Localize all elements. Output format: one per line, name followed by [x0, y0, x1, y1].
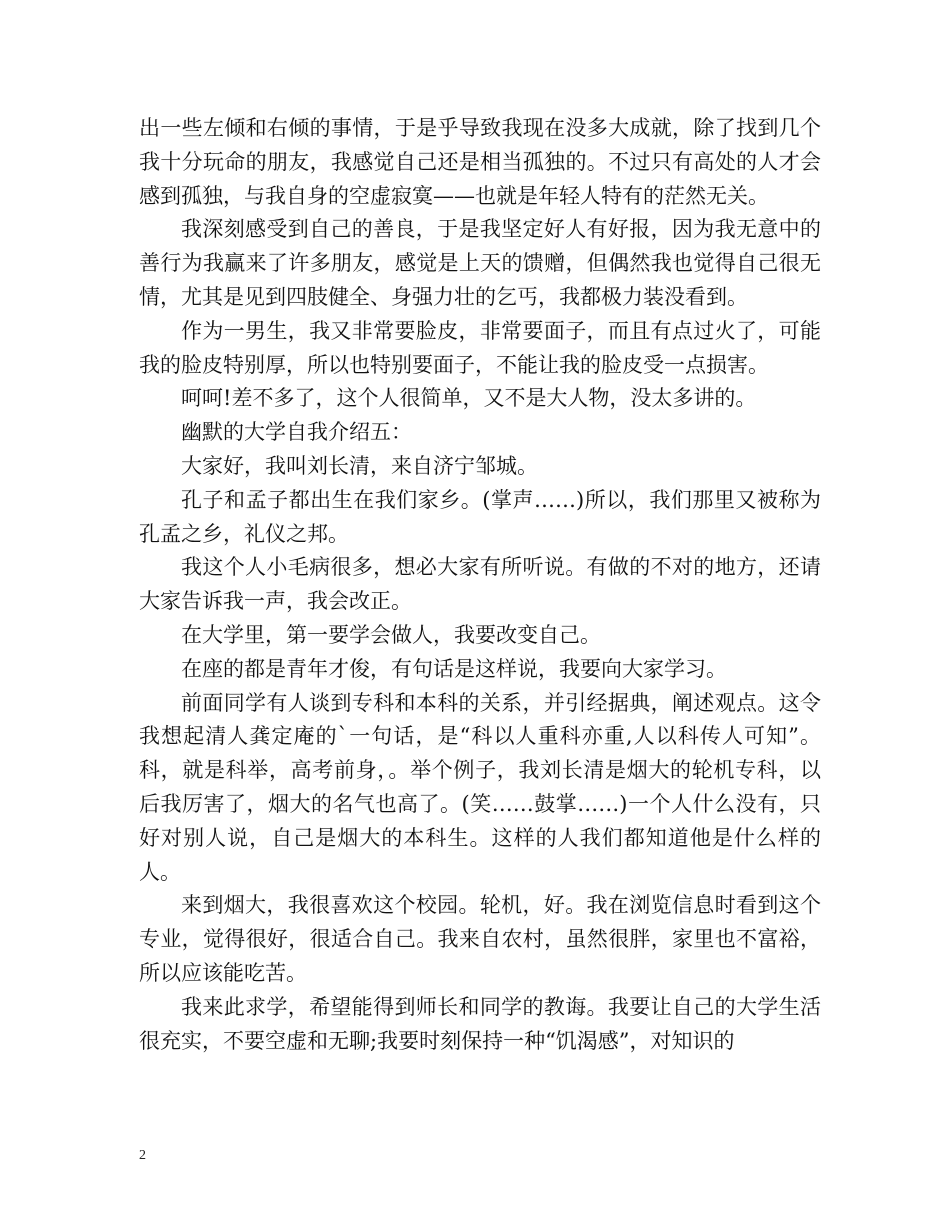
paragraph-12: 来到烟大，我很喜欢这个校园。轮机，好。我在浏览信息时看到这个专业，觉得很好，很适合自己。我来自农村，虽然很胖，家里也不富裕，所以应该能吃苦。 [139, 893, 821, 985]
paragraph-3: 作为一男生，我又非常要脸皮，非常要面子，而且有点过火了，可能我的脸皮特别厚，所以也特别要面子，不能让我的脸皮受一点损害。 [139, 318, 821, 377]
paragraph-4: 呵呵!差不多了，这个人很简单，又不是大人物，没太多讲的。 [181, 386, 757, 411]
paragraph-7: 孔子和孟子都出生在我们家乡。(掌声……)所以，我们那里又被称为孔孟之乡，礼仪之邦。 [139, 487, 821, 546]
paragraph-6: 大家好，我叫刘长清，来自济宁邹城。 [181, 453, 538, 478]
paragraph-13: 我来此求学，希望能得到师长和同学的教诲。我要让自己的大学生活很充实，不要空虚和无聊;我要时刻保持一种“饥渴感”，对知识的 [139, 994, 821, 1053]
page-number: 2 [139, 1148, 146, 1163]
paragraph-10: 在座的都是青年才俊，有句话是这样说，我要向大家学习。 [181, 656, 727, 681]
paragraph-11: 前面同学有人谈到专科和本科的关系，并引经据典，阐述观点。这令我想起清人龚定庵的`一句话，是“科以人重科亦重,人以科传人可知”。科，就是科举，高考前身，。举个例子，我刘长清是烟大的轮机专科，以后我厉害了，烟大的名气也高了。(笑……鼓掌……)一个人什么没有，只好对别人说，自己是烟大的本科生。这样的人我们都知道他是什么样的人。 [139, 690, 821, 884]
paragraph-2: 我深刻感受到自己的善良，于是我坚定好人有好报，因为我无意中的善行为我赢来了许多朋友，感觉是上天的馈赠，但偶然我也觉得自己很无情，尤其是见到四肢健全、身强力壮的乞丐，我都极力装没看到。 [139, 217, 821, 309]
section-heading: 幽默的大学自我介绍五： [181, 420, 412, 445]
paragraph-9: 在大学里，第一要学会做人，我要改变自己。 [181, 622, 601, 647]
paragraph-8: 我这个人小毛病很多，想必大家有所听说。有做的不对的地方，还请大家告诉我一声，我会改正。 [139, 555, 821, 614]
document-body [139, 112, 821, 1058]
paragraph-1: 出一些左倾和右倾的事情，于是乎导致我现在没多大成就，除了找到几个我十分玩命的朋友，我感觉自己还是相当孤独的。不过只有高处的人才会感到孤独，与我自身的空虚寂寞——也就是年轻人特有的茫然无关。 [139, 116, 821, 208]
